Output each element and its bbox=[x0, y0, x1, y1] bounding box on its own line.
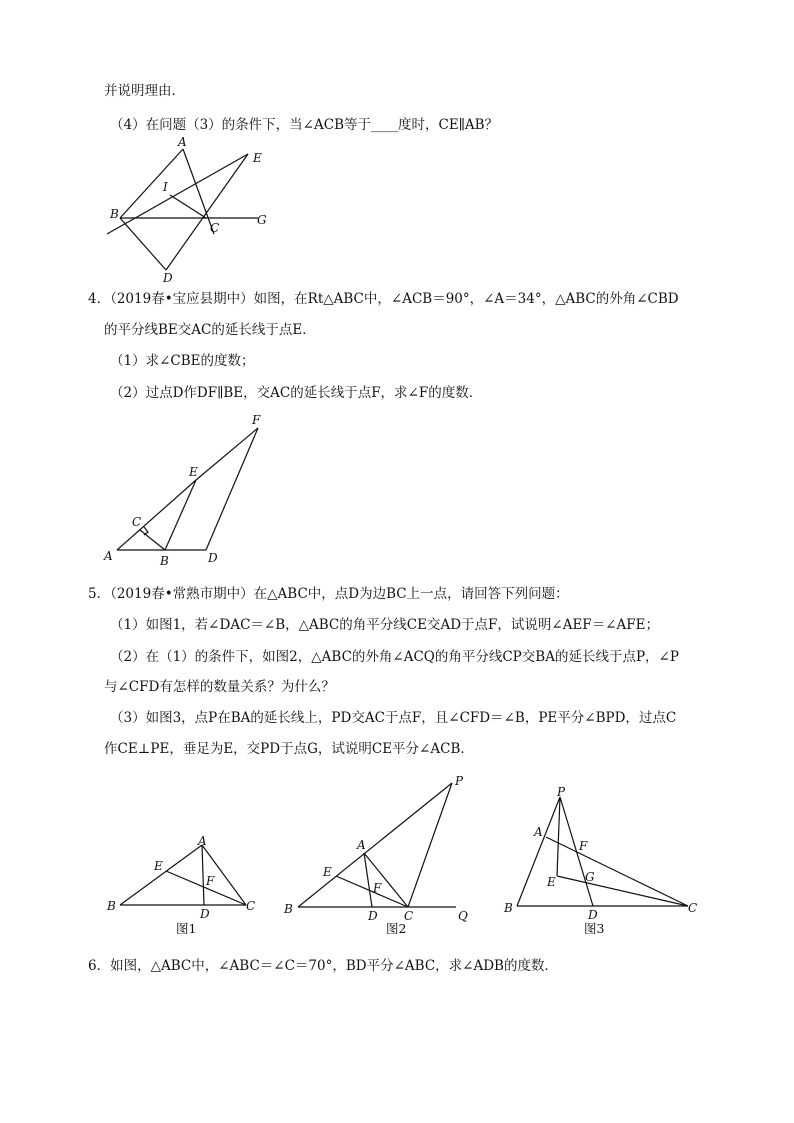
question-4-part-2: （2）过点D作DF∥BE，交AC的延长线于点F，求∠F的度数． bbox=[110, 385, 483, 401]
label-C: C bbox=[404, 909, 414, 923]
question-5-part-2-cont: 与∠CFD有怎样的数量关系？为什么？ bbox=[104, 679, 335, 695]
question-4-part-1: （1）求∠CBE的度数； bbox=[110, 353, 255, 369]
fig-line bbox=[557, 797, 560, 876]
label-G: G bbox=[257, 213, 267, 227]
caption-figure-2: 图2 bbox=[386, 921, 407, 936]
figure-5-2 bbox=[280, 775, 475, 935]
label-F: F bbox=[206, 874, 215, 888]
figure-5-3 bbox=[500, 785, 705, 920]
caption-figure-1: 图1 bbox=[176, 921, 197, 936]
label-F: F bbox=[579, 839, 588, 853]
fig-line bbox=[120, 149, 183, 218]
label-F: F bbox=[252, 413, 261, 427]
label-Q: Q bbox=[458, 909, 468, 923]
label-E: E bbox=[253, 151, 262, 165]
fig-line bbox=[120, 845, 202, 905]
label-E: E bbox=[189, 465, 198, 479]
label-B: B bbox=[107, 899, 116, 913]
question-5: 5．（2019春•常熟市期中）在△ABC中，点D为边BC上一点，请回答下列问题： bbox=[88, 586, 569, 602]
question-5-part-3-cont: 作CE⊥PE，垂足为E，交PD于点G，试说明CE平分∠ACB． bbox=[104, 741, 474, 757]
label-C: C bbox=[688, 901, 698, 915]
fig-line bbox=[120, 218, 166, 270]
question-3-part-4: （4）在问题（3）的条件下，当∠ACB等于____度时，CE∥AB？ bbox=[110, 117, 499, 133]
label-P: P bbox=[455, 774, 464, 788]
text-line-1: 并说明理由． bbox=[104, 83, 185, 99]
question-4-cont: 的平分线BE交AC的延长线于点E． bbox=[104, 322, 316, 338]
label-F: F bbox=[373, 881, 382, 895]
label-D: D bbox=[368, 909, 378, 923]
fig-line bbox=[107, 154, 248, 234]
fig-line bbox=[140, 530, 165, 550]
question-5-part-3: （3）如图3，点P在BA的延长线上，PD交AC于点F，且∠CFD＝∠B，PE平分∠BPD，过点C bbox=[110, 710, 677, 726]
label-B: B bbox=[504, 901, 513, 915]
label-E: E bbox=[323, 865, 332, 879]
fig-line bbox=[336, 876, 408, 907]
fig-line bbox=[166, 154, 248, 270]
label-C: C bbox=[132, 515, 142, 529]
label-D: D bbox=[208, 551, 218, 565]
fig-line bbox=[557, 876, 688, 906]
label-A: A bbox=[357, 838, 366, 852]
label-E: E bbox=[547, 875, 556, 889]
fig-line bbox=[206, 428, 258, 550]
label-D: D bbox=[200, 907, 210, 921]
label-B: B bbox=[160, 554, 169, 568]
fig-line bbox=[408, 783, 452, 907]
label-A: A bbox=[534, 825, 543, 839]
caption-figure-3: 图3 bbox=[584, 921, 605, 936]
question-5-part-2: （2）在（1）的条件下，如图2，△ABC的外角∠ACQ的角平分线CP交BA的延长线于点P，∠P bbox=[110, 649, 679, 665]
question-5-part-1: （1）如图1，若∠DAC＝∠B，△ABC的角平分线CE交AD于点F，试说明∠AEF＝∠AFE； bbox=[110, 617, 659, 633]
label-G: G bbox=[585, 870, 595, 884]
fig-line bbox=[202, 845, 204, 905]
label-E: E bbox=[154, 859, 163, 873]
fig-line bbox=[546, 837, 688, 906]
label-I: I bbox=[163, 180, 168, 194]
figure-question-4 bbox=[100, 408, 275, 568]
label-D: D bbox=[163, 271, 173, 285]
question-4: 4．（2019春•宝应县期中）如图，在Rt△ABC中，∠ACB＝90°，∠A＝34°，△ABC的外角∠CBD bbox=[88, 291, 679, 307]
label-D: D bbox=[588, 908, 598, 922]
fig-line bbox=[196, 428, 258, 480]
fig-line bbox=[117, 480, 196, 550]
question-6: 6．如图，△ABC中，∠ABC＝∠C＝70°，BD平分∠ABC，求∠ADB的度数． bbox=[88, 958, 558, 974]
label-B: B bbox=[110, 207, 119, 221]
figure-question-3 bbox=[98, 134, 288, 289]
label-A: A bbox=[104, 549, 113, 563]
label-A: A bbox=[178, 135, 187, 149]
fig-line bbox=[517, 797, 560, 906]
fig-line bbox=[165, 480, 196, 550]
label-C: C bbox=[246, 899, 256, 913]
label-P: P bbox=[557, 785, 566, 799]
label-C: C bbox=[210, 221, 220, 235]
label-B: B bbox=[284, 902, 293, 916]
label-A: A bbox=[198, 834, 207, 848]
